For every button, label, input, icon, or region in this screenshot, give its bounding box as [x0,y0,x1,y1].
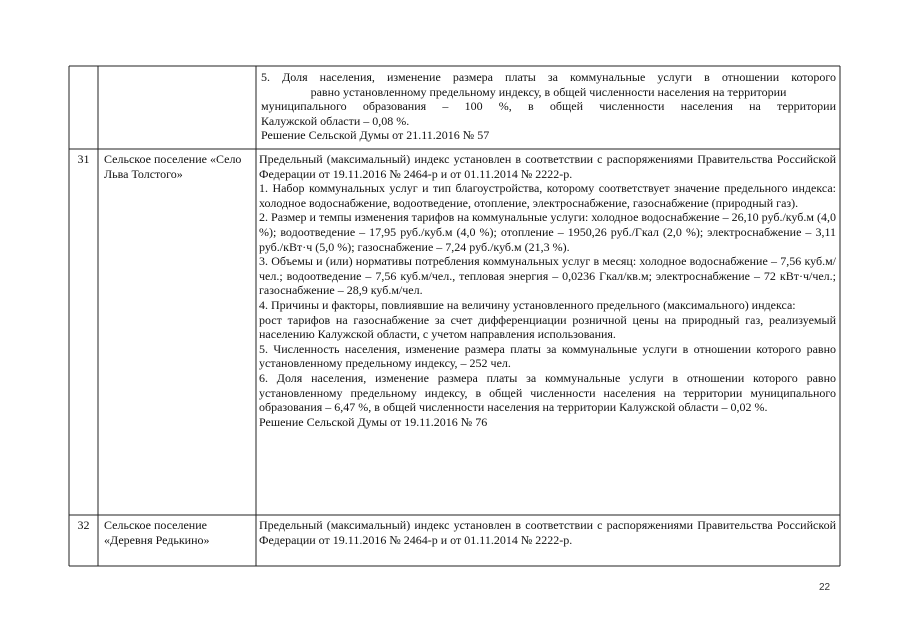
row-number-32: 32 [77,518,90,532]
row1-par7: 6. Доля населения, изменение размера платы за коммунальные услуги в отношении которого равно установленному предельному индексу, в общей численности населения на территории муниципального образования – 6,47 %, в общей численности населения на территории Калужской области – 0,02 %. [259,370,836,415]
row-number-31: 31 [77,152,90,166]
row1-par3: 3. Объемы и (или) нормативы потребления коммунальных услуг в месяц: холодное водоснабжение – 7,56 куб.м/чел.; водоотведение – 7,56 куб.м/чел., тепловая энергия – 0,0236 Гкал/кв.м; электроснабжение – 72 кВт·ч/чел.; газоснабжение – 28,9 куб.м/чел. [259,254,836,298]
row1-par4: 4. Причины и факторы, повлиявшие на величину установленного предельного (максимального) индекса: [259,297,796,312]
row0-par0: 5. Доля населения, изменение размера платы за коммунальные услуги в отношении которого [261,70,836,84]
row0-par3: Калужской области – 0,08 %. [261,113,410,128]
table-row [261,70,836,143]
row-name-31: Сельское поселение «Село Льва Толстого» [104,152,242,181]
row1-par8: Решение Сельской Думы от 19.11.2016 № 76 [259,414,488,429]
row0-par2: муниципального образования – 100 %, в общей численности населения на территории [261,99,836,114]
row1-par2: 2. Размер и темпы изменения тарифов на коммунальные услуги: холодное водоснабжение – 26,10 руб./куб.м (4,0 %); водоотведение – 17,95 руб./куб.м (4,0 %); отопление – 1950,26 руб./Гкал (2,0 %); электроснабжение – 3,11 руб./кВт·ч (5,0 %); газоснабжение – 7,24 руб./куб.м (21,3 %). [259,210,836,254]
table-row [259,152,836,429]
page-number: 22 [819,582,831,593]
row1-par6: 5. Численность населения, изменение размера платы за коммунальные услуги в отношении которого равно установленному предельному индексу, – 252 чел. [259,341,836,371]
row1-par1: 1. Набор коммунальных услуг и тип благоустройства, которому соответствует значение предельного индекса: холодное водоснабжение, водоотведение, отопление, электроснабжение, газоснабжение (природный газ). [259,181,836,210]
row2-par0: Предельный (максимальный) индекс установлен в соответствии с распоряжениями Правительства Российской Федерации от 19.11.2016 № 2464-р и от 01.11.2014 № 2222-р. [259,518,836,547]
row0-par4: Решение Сельской Думы от 21.11.2016 № 57 [261,128,490,143]
table-row [259,518,836,547]
row1-par0: Предельный (максимальный) индекс установлен в соответствии с распоряжениями Правительства Российской Федерации от 19.11.2016 № 2464-р и от 01.11.2014 № 2222-р. [259,152,836,181]
row0-par1: равно установленному предельному индексу, в общей численности населения на территории [310,84,787,99]
row-name-32: Сельское поселение «Деревня Редькино» [104,518,210,547]
row1-par5: рост тарифов на газоснабжение за счет дифференциации розничной цены на природный газ, реализуемый населению Калужской области, с учетом направления использования. [259,312,836,342]
